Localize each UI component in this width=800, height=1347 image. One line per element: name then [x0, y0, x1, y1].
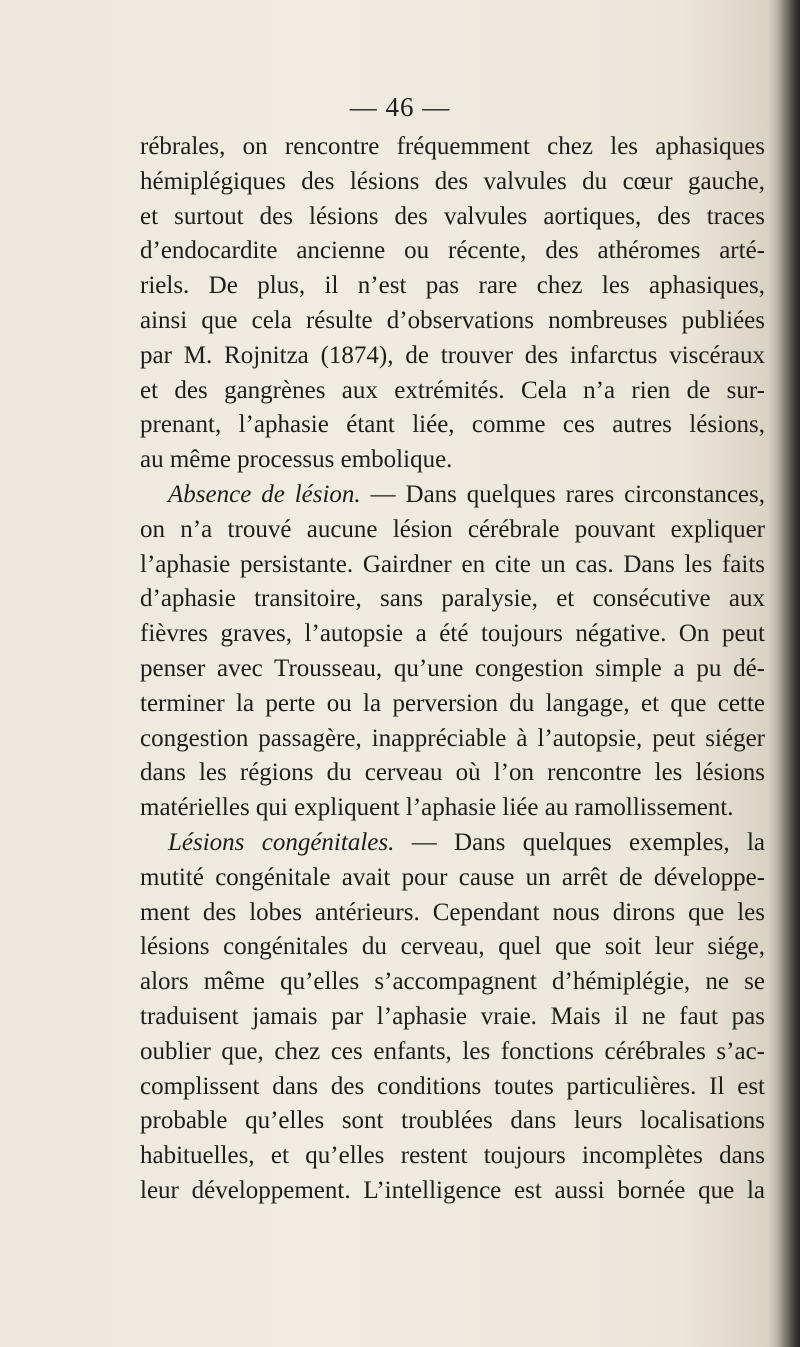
text-line: probable qu’elles sont troublées dans leurs localisations [140, 1107, 765, 1135]
text-line: dans les régions du cerveau où l’on rencontre les lésions [140, 759, 765, 787]
text-line: congestion passagère, inappréciable à l’autopsie, peut siéger [140, 724, 765, 752]
text-line: leur développement. L’intelligence est aussi bornée que la [140, 1176, 765, 1204]
body-text [140, 130, 765, 1209]
text-line: alors même qu’elles s’accompagnent d’hémiplégie, ne se [140, 968, 765, 996]
text-line: habituelles, et qu’elles restent toujours incomplètes dans [140, 1142, 765, 1170]
text-line: et surtout des lésions des valvules aortiques, des traces [140, 202, 765, 230]
text-line: fièvres graves, l’autopsie a été toujours négative. On peut [140, 620, 765, 648]
text-line: oublier que, chez ces enfants, les fonctions cérébrales s’ac- [140, 1037, 765, 1065]
text-line: d’endocardite ancienne ou récente, des athéromes arté- [140, 237, 765, 265]
text-line: lésions congénitales du cerveau, quel que soit leur siége, [140, 933, 765, 961]
text-line: riels. De plus, il n’est pas rare chez les aphasiques, [140, 272, 765, 300]
section-heading-line: Lésions congénitales. — Dans quelques exemples, la [168, 828, 765, 856]
section-heading-absence: Absence de lésion. [168, 480, 361, 508]
text-line: par M. Rojnitza (1874), de trouver des infarctus viscéraux [140, 341, 765, 369]
text-line: rébrales, on rencontre fréquemment chez les aphasiques [140, 133, 765, 160]
text-line: d’aphasie transitoire, sans paralysie, et consécutive aux [140, 585, 765, 613]
page-number: — 46 — [349, 92, 451, 122]
text-line: terminer la perte ou la perversion du langage, et que cette [140, 689, 765, 717]
text-line: on n’a trouvé aucune lésion cérébrale pouvant expliquer [140, 515, 765, 543]
page-edge-shadow [778, 0, 800, 1347]
text-line: penser avec Trousseau, qu’une congestion simple a pu dé- [140, 654, 765, 682]
section-heading-line: Absence de lésion. — Dans quelques rares circonstances, [168, 480, 765, 508]
text-line: prenant, l’aphasie étant liée, comme ces autres lésions, [140, 411, 765, 439]
text-line: l’aphasie persistante. Gairdner en cite un cas. Dans les faits [140, 550, 765, 578]
section-heading-congenital: Lésions congénitales. [168, 828, 395, 856]
text-line: complissent dans des conditions toutes particulières. Il est [140, 1072, 765, 1100]
text-line: traduisent jamais par l’aphasie vraie. Mais il ne faut pas [140, 1002, 765, 1030]
text-line: au même processus embolique. [140, 446, 453, 474]
text-line: ainsi que cela résulte d’observations nombreuses publiées [140, 306, 765, 334]
text-line: mutité congénitale avait pour cause un arrêt de développe- [140, 863, 765, 891]
text-line: matérielles qui expliquent l’aphasie liée au ramollissement. [140, 794, 734, 822]
text-line: hémiplégiques des lésions des valvules du cœur gauche, [140, 167, 765, 195]
text-line: et des gangrènes aux extrémités. Cela n’a rien de sur- [140, 376, 765, 404]
text-line: ment des lobes antérieurs. Cependant nous dirons que les [140, 898, 765, 926]
